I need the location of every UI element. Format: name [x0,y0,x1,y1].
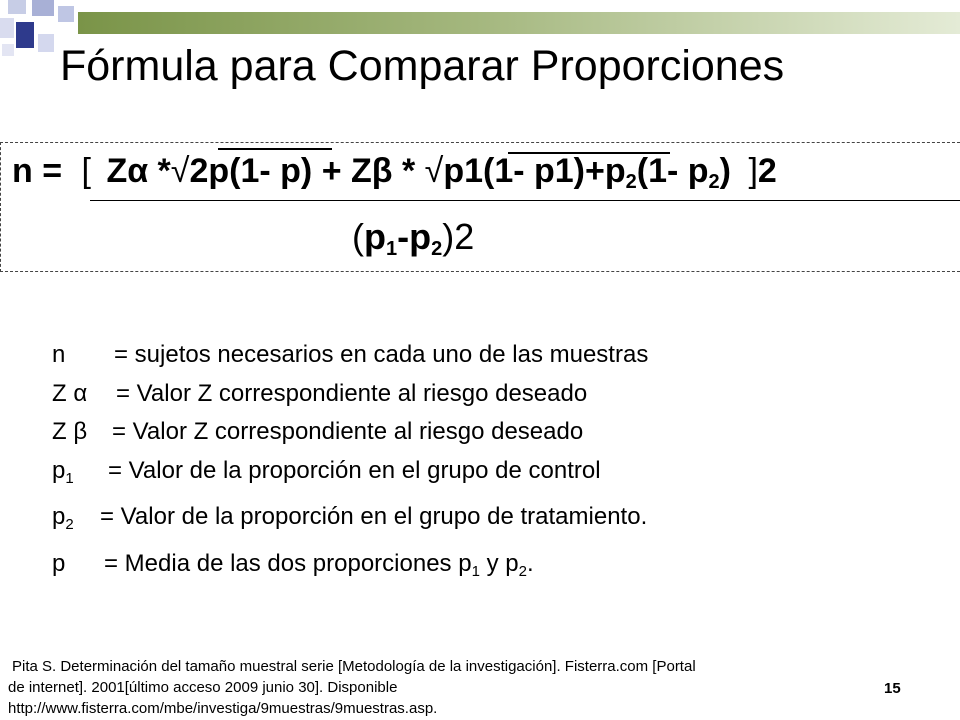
def-text: = Valor Z correspondiente al riesgo deseado [112,418,584,445]
def-text: = Valor Z correspondiente al riesgo deseado [116,379,588,407]
def-symbol: Z α [52,379,88,407]
denominator-open: ( [352,216,364,257]
def-text-end: . [526,549,534,577]
sqrt-overline-1 [218,148,332,150]
def-text-mid: y p [479,549,519,577]
z-alpha: Zα * [106,152,171,190]
denominator-p: p [364,216,386,257]
def-symbol [52,498,100,545]
decor-square [16,22,34,48]
subscript: 1 [386,238,398,260]
z-beta: Zβ * [351,152,425,190]
def-text: = sujetos necesarios en cada uno de las muestras [114,341,649,368]
denominator-minus-p: -p [397,216,432,257]
slide-title: Fórmula para Comparar Proporciones [60,42,785,90]
decor-square [38,34,54,52]
reference-link[interactable]: http://www.fisterra.com/mbe/investiga/9muestras/9muestras.asp. [8,700,438,717]
def-symbol-letter: p [52,456,66,484]
definitions-list [52,336,648,591]
term-2b: (1- p [636,152,709,190]
reference-line: de internet]. 2001[último acceso 2009 junio 30]. Disponible [8,679,398,696]
decor-square [2,44,14,56]
close-bracket: ] [748,152,758,190]
subscript: 2 [65,516,74,533]
term-2c: ) [719,152,731,190]
reference-citation [8,656,878,719]
term-1: 2p(1- p) [189,152,313,190]
list-item [52,498,648,545]
def-text: = Valor de la proporción en el grupo de tratamiento. [100,503,648,530]
def-text-main: = Media de las dos proporciones p [104,549,472,577]
n-equals: n = [12,152,72,190]
denominator-close: )2 [442,216,475,257]
power: 2 [757,152,777,190]
def-symbol: n [52,341,66,368]
def-symbol [52,452,108,499]
decor-square [32,0,54,16]
title-gradient-bar [78,12,960,34]
decor-square [0,18,14,38]
list-item [52,375,648,414]
def-symbol: Z β [52,418,88,445]
list-item [52,413,648,452]
open-bracket: [ [81,152,91,190]
def-symbol: p [52,549,66,577]
formula-numerator [12,152,777,194]
term-2a: p1(1- p1)+p [443,152,626,190]
page-number: 15 [884,680,901,697]
plus-sign: + [312,152,351,190]
subscript: 2 [431,238,443,260]
subscript: 1 [65,469,74,487]
fraction-line [90,200,960,201]
list-item [52,545,648,592]
def-text: = Valor de la proporción en el grupo de control [108,456,601,484]
def-symbol-letter: p [52,503,66,530]
reference-line: Pita S. Determinación del tamaño muestral serie [Metodología de la investigación]. Fisterra.com [Portal [12,658,696,675]
decor-square [8,0,26,14]
subscript: 2 [625,171,637,193]
sqrt-symbol: √ [170,152,190,190]
sqrt-symbol: √ [424,152,444,190]
list-item [52,452,648,499]
formula-denominator [352,216,474,261]
decor-square [58,6,74,22]
formula-box-left-edge [0,142,1,272]
list-item [52,336,648,375]
subscript: 2 [708,171,720,193]
subscript: 2 [518,562,527,580]
subscript: 1 [471,562,480,580]
def-text [104,545,534,592]
